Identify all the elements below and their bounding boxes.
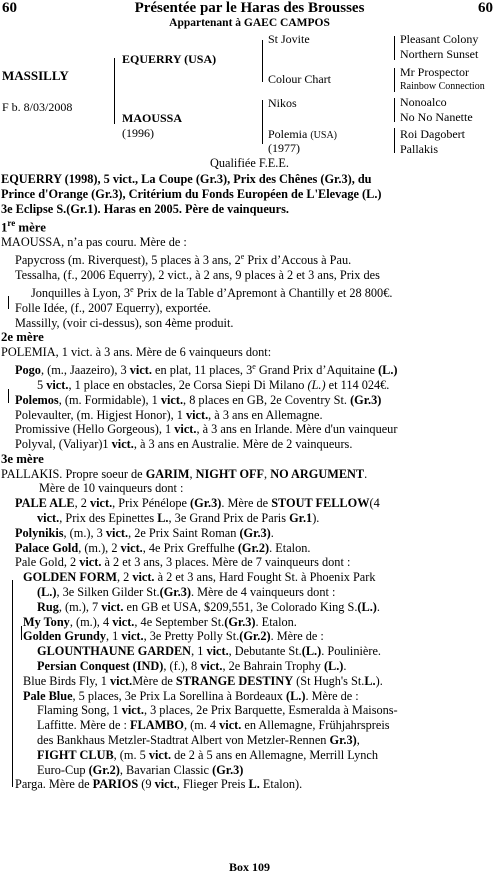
produce-line: (L.), 3e Silken Gilder St.(Gr.3). Mère de 4 vainqueurs dont : — [37, 585, 336, 600]
dam-sire: Nikos — [268, 96, 297, 110]
produce-line: Pogo, (m., Jaazeiro), 3 vict. en plat, 11 places, 3e Grand Prix d’Aquitaine (L.) — [15, 362, 398, 378]
produce-line: FIGHT CLUB, (m. 5 vict. de 2 à 5 ans en Allemagne, Merrill Lynch — [37, 747, 378, 762]
catalogue-body — [1, 172, 497, 792]
produce-line: Folle Idée, (f., 2007 Equerry), exportée. — [15, 300, 211, 315]
produce-line: des Bankhaus Metzler-Stadtrat Albert von Metzler-Rennen Gr.3), — [37, 733, 360, 748]
dam-dam-year: (1977) — [268, 141, 300, 155]
produce-line: Blue Birds Fly, 1 vict.Mère de STRANGE DESTINY (St Hugh's St.L.). — [23, 673, 383, 688]
ggp-2: Northern Sunset — [400, 47, 479, 61]
sire-name: EQUERRY (USA) — [122, 52, 217, 66]
third-dam-intro: PALLAKIS. Propre soeur de GARIM, NIGHT OFF, NO ARGUMENT. — [1, 466, 368, 481]
produce-line: PALE ALE, 2 vict., Prix Pénélope (Gr.3). Mère de STOUT FELLOW(4 — [15, 496, 380, 511]
produce-line: GLOUNTHAUNE GARDEN, 1 vict., Debutante St.(L.). Poulinière. — [37, 644, 381, 659]
second-dam-intro: POLEMIA, 1 vict. à 3 ans. Mère de 6 vainqueurs dont: — [1, 345, 272, 360]
first-dam-intro: MAOUSSA, n’a pas couru. Mère de : — [1, 235, 187, 250]
produce-line: My Tony, (m.), 4 vict., 4e September St.(Gr.3). Etalon. — [23, 614, 297, 629]
second-dam-heading: 2e mère — [1, 330, 44, 345]
produce-line: Euro-Cup (Gr.2), Bavarian Classic (Gr.3) — [37, 762, 244, 777]
produce-line: Parga. Mère de PARIOS (9 vict., Flieger Preis L. Etalon). — [15, 777, 303, 792]
owner-line: Appartenant à GAEC CAMPOS — [169, 17, 330, 29]
produce-line: Polevaulter, (m. Higjest Honor), 1 vict., à 3 ans en Allemagne. — [15, 407, 323, 422]
produce-line: Tessalha, (f., 2006 Equerry), 2 vict., à 2 ans, 9 places à 2 et 3 ans, Prix des — [15, 268, 380, 283]
horse-birth: F b. 8/03/2008 — [2, 100, 73, 114]
ggp-5: Nonoalco — [400, 95, 447, 109]
produce-line: Jonquilles à Lyon, 3e Prix de la Table d’Apremont à Chantilly et 28 800€. — [31, 284, 393, 301]
dam-name: MAOUSSA — [122, 111, 183, 125]
produce-line: Papycross (m. Riverquest), 5 places à 3 ans, 2e Prix d’Accous à Pau. — [15, 252, 352, 268]
produce-line: GOLDEN FORM, 2 vict. à 2 et 3 ans, Hard Fought St. à Phoenix Park — [23, 570, 376, 585]
sire-record-line: EQUERRY (1998), 5 vict., La Coupe (Gr.3), Prix des Chênes (Gr.3), du — [1, 172, 372, 186]
ggp-8: Pallakis — [400, 142, 438, 156]
produce-line: Laffitte. Mère de : FLAMBO, (m. 4 vict. en Allemagne, Frühjahrspreis — [37, 718, 390, 733]
produce-line: Persian Conquest (IND), (f.), 8 vict., 2e Bahrain Trophy (L.). — [37, 659, 347, 674]
page-number-right: 60 — [478, 0, 493, 16]
produce-line: Massilly, (voir ci-dessus), son 4ème produit. — [15, 315, 234, 330]
ggp-7: Roi Dagobert — [400, 127, 465, 141]
produce-line: 5 vict., 1 place en obstacles, 2e Corsa Siepi Di Milano (L.) et 114 024€. — [37, 377, 390, 392]
horse-name: MASSILLY — [2, 68, 69, 83]
sire-record-line: Prince d'Orange (Gr.3), Critérium du Fonds Européen de L'Elevage (L.) — [1, 186, 382, 201]
third-dam-intro: Mère de 10 vainqueurs dont : — [39, 481, 184, 496]
produce-line: Flaming Song, 1 vict., 3 places, 2e Prix Barquette, Esmeralda à Maisons- — [37, 703, 398, 718]
produce-line: Palace Gold, (m.), 2 vict., 4e Prix Greffulhe (Gr.2). Etalon. — [15, 540, 311, 555]
produce-line: Pale Blue, 5 places, 3e Prix La Sorellina à Bordeaux (L.). Mère de : — [23, 688, 359, 703]
page-title: Présentée par le Haras des Brousses — [134, 0, 365, 16]
produce-line: Rug, (m.), 7 vict. en GB et USA, $209,551, 3e Colorado King S.(L.). — [37, 599, 380, 614]
produce-line: Golden Grundy, 1 vict., 3e Pretty Polly St.(Gr.2). Mère de : — [23, 629, 324, 644]
box-number: Box 109 — [228, 860, 270, 874]
ggp-3: Mr Prospector — [400, 65, 469, 79]
produce-line: vict., Prix des Epinettes L., 3e Grand Prix de Paris Gr.1). — [37, 511, 320, 526]
first-dam-heading: 1re mère — [1, 218, 46, 235]
ggp-1: Pleasant Colony — [400, 32, 479, 46]
third-dam-heading: 3e mère — [1, 451, 44, 466]
sire-dam: Colour Chart — [268, 72, 331, 86]
produce-line: Polyval, (Valiyar)1 vict., à 3 ans en Australie. Mère de 2 vainqueurs. — [15, 437, 353, 452]
page-number-left: 60 — [2, 0, 17, 16]
produce-line: Polynikis, (m.), 3 vict., 2e Prix Saint Roman (Gr.3). — [15, 525, 274, 540]
dam-year: (1996) — [122, 126, 154, 140]
produce-line: Promissive (Hello Gorgeous), 1 vict., à 3 ans en Irlande. Mère d'un vainqueur — [15, 422, 398, 437]
produce-line: Polemos, (m. Formidable), 1 vict., 8 places en GB, 2e Coventry St. (Gr.3) — [15, 392, 382, 407]
sire-sire: St Jovite — [268, 32, 310, 46]
dam-dam: Polemia (USA) — [268, 127, 337, 141]
produce-line: Pale Gold, 2 vict. à 2 et 3 ans, 3 places. Mère de 7 vainqueurs dont : — [15, 555, 351, 570]
ggp-4: Rainbow Connection — [400, 81, 485, 92]
ggp-6: No No Nanette — [400, 110, 473, 124]
qualification: Qualifiée F.E.E. — [210, 156, 289, 170]
sire-record-line: 3e Eclipse S.(Gr.1). Haras en 2005. Père de vainqueurs. — [1, 201, 289, 216]
